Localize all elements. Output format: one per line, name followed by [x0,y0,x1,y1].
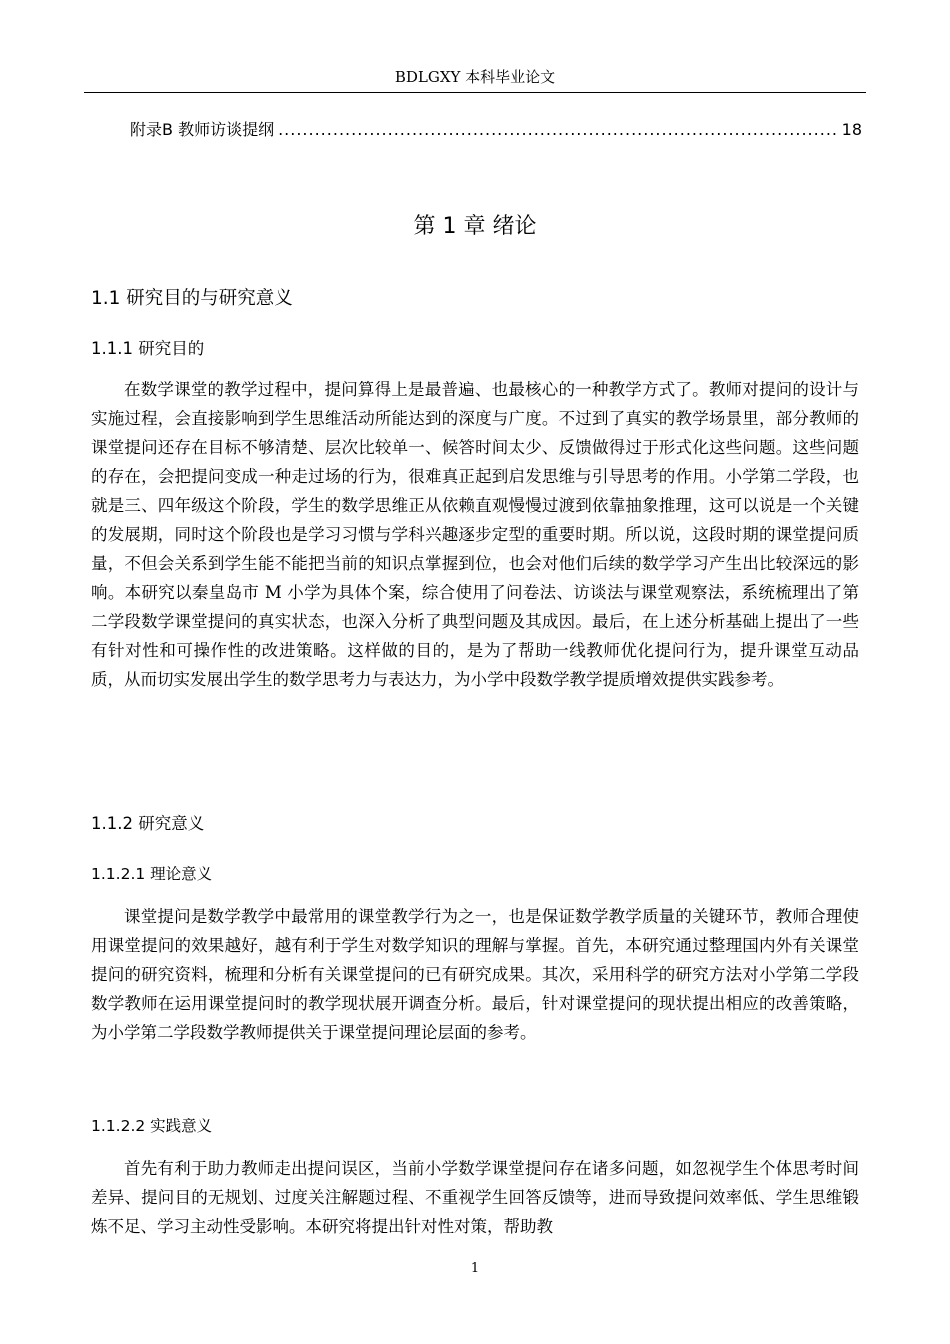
section-heading-1-1-1: 1.1.1 研究目的 [91,339,205,358]
header-divider [84,92,866,93]
section-heading-1-1-2-2: 1.1.2.2 实践意义 [91,1117,213,1135]
toc-entry-label: 附录B 教师访谈提纲 [130,120,275,139]
section-heading-1-1-2-1: 1.1.2.1 理论意义 [91,865,213,883]
toc-entry-appendix-b[interactable] [130,118,862,142]
page-number: 1 [470,1261,480,1276]
page-header: BDLGXY 本科毕业论文 [394,68,556,86]
section-heading-1-1-2: 1.1.2 研究意义 [91,814,205,833]
section-heading-1-1: 1.1 研究目的与研究意义 [91,288,293,309]
toc-leader-dots [278,118,838,142]
paragraph-theoretical-significance: 课堂提问是数学教学中最常用的课堂教学行为之一，也是保证数学教学质量的关键环节，教师合理使用课堂提问的效果越好，越有利于学生对数学知识的理解与掌握。首先，本研究通过整理国内外有关课堂提问的研究资料，梳理和分析有关课堂提问的已有研究成果。其次，采用科学的研究方法对小学第二学段数学教师在运用课堂提问时的教学现状展开调查分析。最后，针对课堂提问的现状提出相应的改善策略，为小学第二学段数学教师提供关于课堂提问理论层面的参考。 [91,907,859,1042]
chapter-title: 第 1 章 绪论 [413,214,537,239]
paragraph-practical-significance: 首先有利于助力教师走出提问误区，当前小学数学课堂提问存在诸多问题，如忽视学生个体思考时间差异、提问目的无规划、过度关注解题过程、不重视学生回答反馈等，进而导致提问效率低、学生思维锻炼不足、学习主动性受影响。本研究将提出针对性对策，帮助教 [91,1159,859,1236]
paragraph-research-purpose: 在数学课堂的教学过程中，提问算得上是最普遍、也最核心的一种教学方式了。教师对提问的设计与实施过程，会直接影响到学生思维活动所能达到的深度与广度。不过到了真实的教学场景里，部分教师的课堂提问还存在目标不够清楚、层次比较单一、候答时间太少、反馈做得过于形式化这些问题。这些问题的存在，会把提问变成一种走过场的行为，很难真正起到启发思维与引导思考的作用。小学第二学段，也就是三、四年级这个阶段，学生的数学思维正从依赖直观慢慢过渡到依靠抽象推理，这可以说是一个关键的发展期，同时这个阶段也是学习习惯与学科兴趣逐步定型的重要时期。所以说，这段时期的课堂提问质量，不但会关系到学生能不能把当前的知识点掌握到位，也会对他们后续的数学学习产生出比较深远的影响。本研究以秦皇岛市 M 小学为具体个案，综合使用了问卷法、访谈法与课堂观察法，系统梳理出了第二学段数学课堂提问的真实状态，也深入分析了典型问题及其成因。最后，在上述分析基础上提出了一些有针对性和可操作性的改进策略。这样做的目的，是为了帮助一线教师优化提问行为，提升课堂互动品质，从而切实发展出学生的数学思考力与表达力，为小学中段数学教学提质增效提供实践参考。 [91,380,859,689]
toc-entry-page: 18 [841,120,862,139]
